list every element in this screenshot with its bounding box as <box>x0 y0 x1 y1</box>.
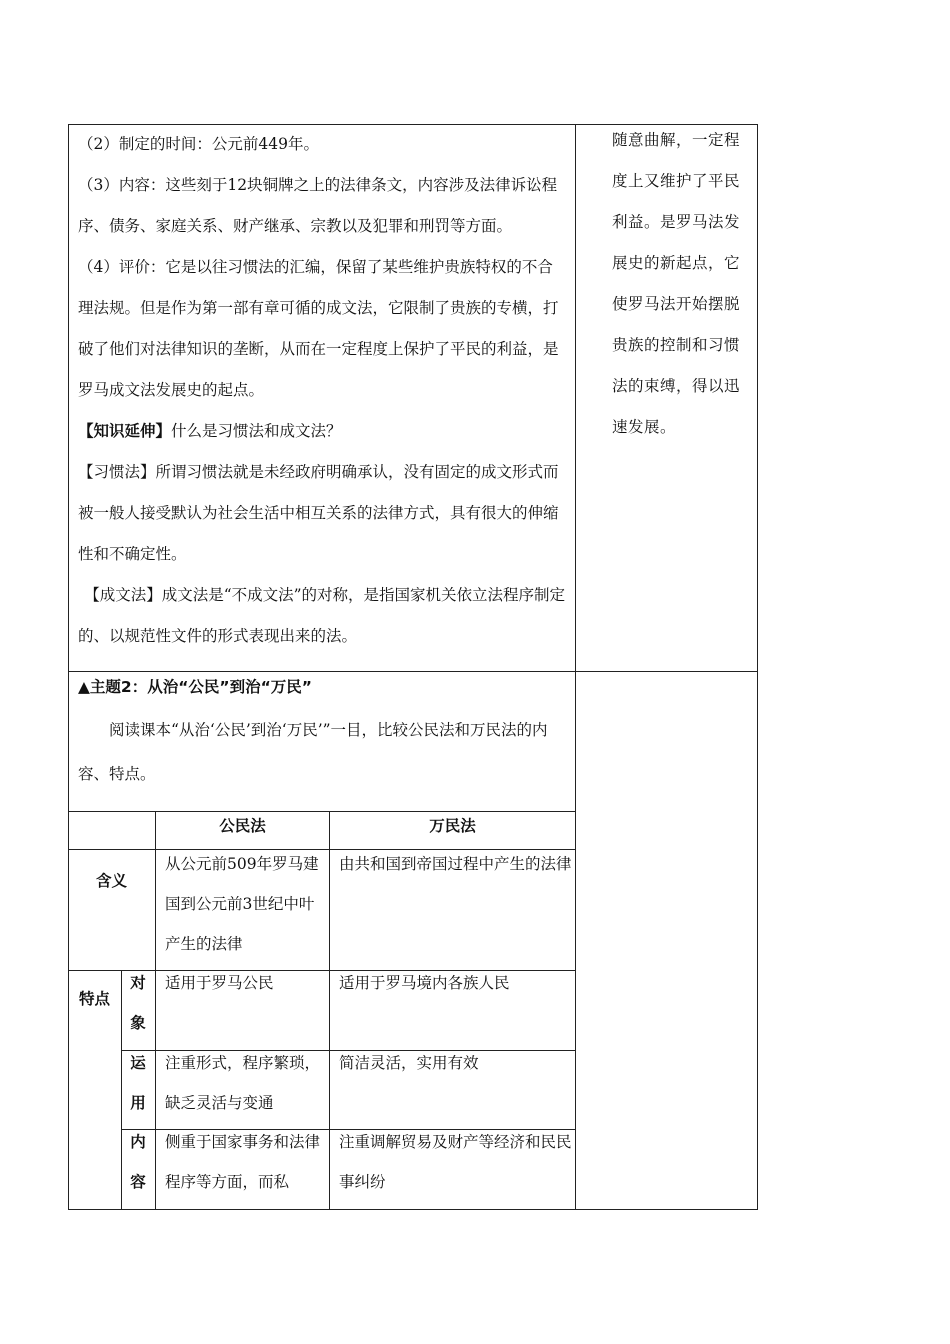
paragraph-customary-law: 【习惯法】所谓习惯法就是未经政府明确承认，没有固定的成文形式而被一般人接受默认为社会生活中相互关系的法律方式，具有很大的伸缩性和不确定性。 <box>78 463 559 563</box>
sub-label-char: 容 <box>130 1173 146 1191</box>
paragraph-time: （2）制定的时间：公元前449年。 <box>78 135 319 153</box>
extension-question: 什么是习惯法和成文法？ <box>171 422 342 440</box>
gentium-meaning: 由共和国到帝国过程中产生的法律 <box>339 855 572 873</box>
side-note: 随意曲解，一定程度上又维护了平民利益。是罗马法发展史的新起点，它使罗马法开始摆脱贵族的控制和习惯法的束缚，得以迅速发展。 <box>612 131 741 436</box>
gentium-target: 适用于罗马境内各族人民 <box>339 974 510 992</box>
table-line <box>121 970 122 1210</box>
comparison-table <box>68 811 576 1210</box>
gentium-application: 简洁灵活，实用有效 <box>339 1054 479 1072</box>
header-law-of-nations: 万民法 <box>429 817 476 835</box>
sub-label-char: 象 <box>130 1014 146 1032</box>
table-line <box>575 811 576 1210</box>
sub-label-char: 用 <box>130 1094 146 1112</box>
extension-label: 【知识延伸】 <box>78 422 172 440</box>
table-line <box>329 811 330 1210</box>
header-civil-law: 公民法 <box>219 817 266 835</box>
paragraph-written-law: 【成文法】成文法是“不成文法”的对称，是指国家机关依立法程序制定的、以规范性文件的形式表现出来的法。 <box>78 586 566 645</box>
table-line <box>155 811 156 1210</box>
paragraph-evaluation: （4）评价：它是以往习惯法的汇编，保留了某些维护贵族特权的不合理法规。但是作为第一部有章可循的成文法，它限制了贵族的专横，打破了他们对法律知识的垄断，从而在一定程度上保护了平民的利益，是罗马成文法发展史的起点。 <box>78 258 559 399</box>
sub-label-target <box>127 963 149 1043</box>
topic-instruction: 阅读课本“从治‘公民’到治‘万民’”一目，比较公民法和万民法的内容、特点。 <box>78 721 548 783</box>
topic-section <box>78 674 568 796</box>
row-label-features: 特点 <box>78 990 110 1008</box>
sub-label-char: 运 <box>130 1054 146 1072</box>
sub-label-char: 对 <box>130 974 146 992</box>
sub-label-char: 内 <box>130 1133 146 1151</box>
civil-application: 注重形式，程序繁琐，缺乏灵活与变通 <box>165 1054 321 1112</box>
main-content <box>78 124 568 657</box>
sub-label-content <box>127 1122 149 1202</box>
civil-meaning: 从公元前509年罗马建国到公元前3世纪中叶产生的法律 <box>165 855 319 953</box>
paragraph-extension <box>78 411 568 452</box>
civil-content: 侧重于国家事务和法律程序等方面，而私 <box>165 1133 321 1191</box>
topic-title: ▲主题2：从治“公民”到治“万民” <box>78 678 312 696</box>
table-line <box>68 1209 576 1210</box>
gentium-content: 注重调解贸易及财产等经济和民民事纠纷 <box>339 1133 572 1191</box>
row-label-meaning: 含义 <box>95 872 127 890</box>
paragraph-content: （3）内容：这些刻于12块铜牌之上的法律条文，内容涉及法律诉讼程序、债务、家庭关系、财产继承、宗教以及犯罪和刑罚等方面。 <box>78 176 558 235</box>
sub-label-application <box>127 1043 149 1123</box>
row-divider <box>68 671 758 672</box>
civil-target: 适用于罗马公民 <box>165 974 274 992</box>
